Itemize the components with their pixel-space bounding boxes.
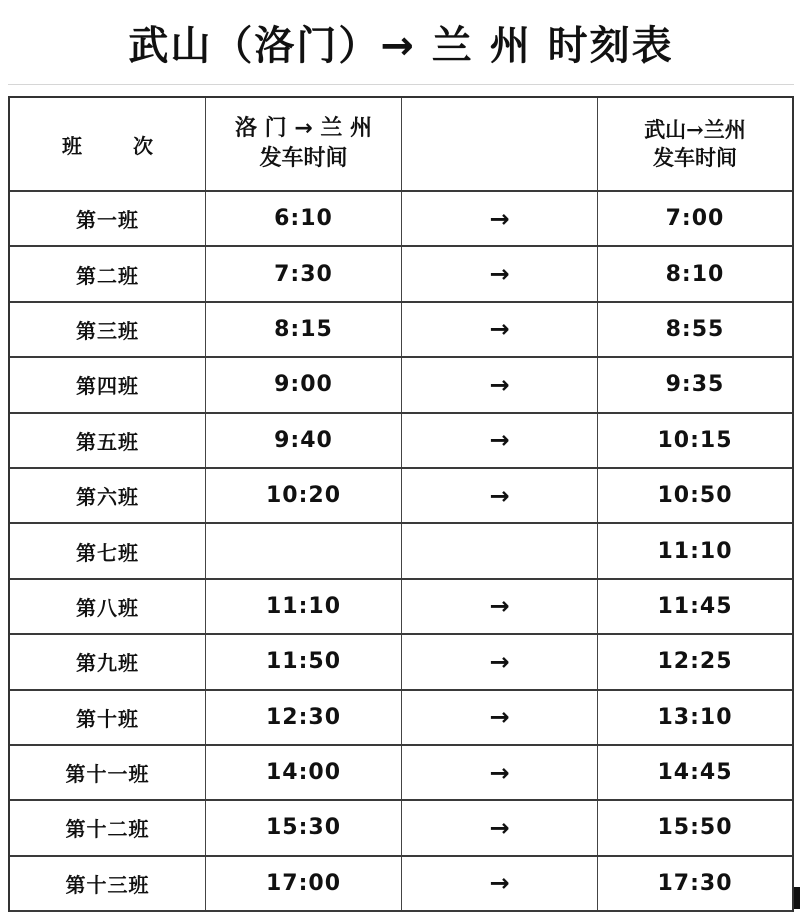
table-row xyxy=(10,303,792,358)
run-name-cell xyxy=(10,247,206,300)
wushan-departure-time: 8:55 xyxy=(665,316,725,342)
wushan-departure-time: 10:15 xyxy=(657,427,733,453)
run-name-cell xyxy=(10,746,206,799)
wushan-departure-time-cell xyxy=(598,580,792,633)
direction-arrow: → xyxy=(489,315,510,344)
luomen-departure-time-cell xyxy=(206,414,402,467)
direction-arrow: → xyxy=(489,204,510,233)
header-cell-blank xyxy=(402,98,598,190)
wushan-departure-time: 13:10 xyxy=(657,704,733,730)
luomen-departure-time-cell xyxy=(206,247,402,300)
luomen-departure-time: 15:30 xyxy=(265,815,342,841)
luomen-departure-time: 9:00 xyxy=(274,372,333,398)
direction-arrow-cell xyxy=(402,469,598,522)
run-name-cell xyxy=(10,691,206,744)
direction-arrow: → xyxy=(489,481,510,510)
direction-arrow-cell xyxy=(402,691,598,744)
table-body xyxy=(10,192,792,912)
run-name-cell xyxy=(10,358,206,411)
luomen-departure-time: 11:50 xyxy=(265,649,342,675)
run-name-cell xyxy=(10,635,206,688)
run-name: 第十一班 xyxy=(65,762,150,787)
wushan-departure-time: 10:50 xyxy=(657,483,733,509)
direction-arrow-cell xyxy=(402,358,598,411)
direction-arrow-cell xyxy=(402,746,598,799)
title-bar xyxy=(8,0,794,85)
direction-arrow: → xyxy=(489,758,510,787)
run-name: 第十班 xyxy=(76,706,139,731)
luomen-departure-time-cell xyxy=(206,358,402,411)
luomen-departure-time-cell xyxy=(206,746,402,799)
run-name: 第二班 xyxy=(76,263,139,288)
luomen-departure-time: 7:30 xyxy=(274,261,333,287)
wushan-departure-time-cell xyxy=(598,414,792,467)
table-row xyxy=(10,691,792,746)
table-row xyxy=(10,247,792,302)
table-row xyxy=(10,414,792,469)
wushan-departure-time-cell xyxy=(598,801,792,854)
run-name: 第十三班 xyxy=(65,872,150,897)
run-name: 第六班 xyxy=(76,485,139,510)
run-name: 第八班 xyxy=(76,595,139,620)
direction-arrow: → xyxy=(489,647,510,676)
direction-arrow: → xyxy=(489,703,510,732)
run-name: 第十二班 xyxy=(65,817,150,842)
direction-arrow-cell xyxy=(402,414,598,467)
table-row xyxy=(10,524,792,579)
luomen-departure-time-cell xyxy=(206,691,402,744)
wushan-departure-time: 14:45 xyxy=(657,760,733,786)
run-name-cell xyxy=(10,414,206,467)
direction-arrow-cell xyxy=(402,303,598,356)
header-run-label: 班 次 xyxy=(62,133,175,158)
run-name-cell xyxy=(10,857,206,910)
run-name: 第四班 xyxy=(76,374,139,399)
wushan-departure-time-cell xyxy=(598,524,792,577)
wushan-departure-time: 15:50 xyxy=(657,815,733,841)
wushan-departure-time: 11:10 xyxy=(657,538,733,564)
direction-arrow: → xyxy=(489,370,510,399)
luomen-departure-time: 12:30 xyxy=(265,704,342,730)
wushan-departure-time-cell xyxy=(598,192,792,245)
luomen-departure-time: 6:10 xyxy=(274,206,333,232)
luomen-departure-time-cell xyxy=(206,192,402,245)
direction-arrow-cell xyxy=(402,524,598,577)
table-row xyxy=(10,635,792,690)
run-name-cell xyxy=(10,524,206,577)
luomen-departure-time-cell xyxy=(206,303,402,356)
table-row xyxy=(10,801,792,856)
run-name-cell xyxy=(10,580,206,633)
table-row xyxy=(10,358,792,413)
direction-arrow-cell xyxy=(402,247,598,300)
wushan-departure-time: 12:25 xyxy=(657,649,733,675)
wushan-departure-time-cell xyxy=(598,247,792,300)
header-cell-run xyxy=(10,98,206,190)
table-row xyxy=(10,580,792,635)
run-name: 第九班 xyxy=(76,651,139,676)
direction-arrow-cell xyxy=(402,801,598,854)
luomen-departure-time: 9:40 xyxy=(274,427,333,453)
header-wushan-label: 武山→兰州 发车时间 xyxy=(644,117,746,170)
direction-arrow-cell xyxy=(402,857,598,910)
run-name-cell xyxy=(10,192,206,245)
run-name-cell xyxy=(10,303,206,356)
page-title: 武山（洛门）→ 兰 州 时刻表 xyxy=(128,22,674,69)
luomen-departure-time-cell xyxy=(206,524,402,577)
run-name: 第七班 xyxy=(76,540,139,565)
direction-arrow-cell xyxy=(402,580,598,633)
luomen-departure-time: 8:15 xyxy=(274,316,333,342)
direction-arrow-cell xyxy=(402,192,598,245)
table-row xyxy=(10,469,792,524)
wushan-departure-time-cell xyxy=(598,691,792,744)
header-cell-luomen-departure xyxy=(206,98,402,190)
wushan-departure-time-cell xyxy=(598,358,792,411)
run-name: 第三班 xyxy=(76,318,139,343)
run-name: 第五班 xyxy=(76,429,139,454)
luomen-departure-time-cell xyxy=(206,635,402,688)
direction-arrow: → xyxy=(489,260,510,289)
wushan-departure-time: 7:00 xyxy=(665,206,725,232)
timetable xyxy=(8,96,794,912)
luomen-departure-time-cell xyxy=(206,857,402,910)
wushan-departure-time-cell xyxy=(598,303,792,356)
table-row xyxy=(10,857,792,912)
wushan-departure-time: 17:30 xyxy=(657,870,733,896)
edge-mark xyxy=(794,887,800,909)
wushan-departure-time-cell xyxy=(598,857,792,910)
table-row xyxy=(10,192,792,247)
direction-arrow: → xyxy=(489,592,510,621)
luomen-departure-time-cell xyxy=(206,580,402,633)
wushan-departure-time-cell xyxy=(598,635,792,688)
luomen-departure-time-cell xyxy=(206,469,402,522)
luomen-departure-time-cell xyxy=(206,801,402,854)
run-name: 第一班 xyxy=(76,208,139,233)
direction-arrow: → xyxy=(489,426,510,455)
wushan-departure-time-cell xyxy=(598,746,792,799)
wushan-departure-time: 9:35 xyxy=(665,372,725,398)
header-luomen-label: 洛 门 → 兰 州 发车时间 xyxy=(234,116,373,171)
table-row xyxy=(10,746,792,801)
wushan-departure-time: 11:45 xyxy=(657,593,733,619)
header-cell-wushan-departure xyxy=(598,98,792,190)
luomen-departure-time: 10:20 xyxy=(265,483,342,509)
wushan-departure-time: 8:10 xyxy=(665,261,725,287)
run-name-cell xyxy=(10,469,206,522)
run-name-cell xyxy=(10,801,206,854)
direction-arrow: → xyxy=(489,813,510,842)
luomen-departure-time: 17:00 xyxy=(265,870,342,896)
table-header-row xyxy=(10,98,792,192)
luomen-departure-time: 11:10 xyxy=(265,593,342,619)
luomen-departure-time: 14:00 xyxy=(265,760,342,786)
wushan-departure-time-cell xyxy=(598,469,792,522)
direction-arrow-cell xyxy=(402,635,598,688)
direction-arrow: → xyxy=(489,869,510,898)
